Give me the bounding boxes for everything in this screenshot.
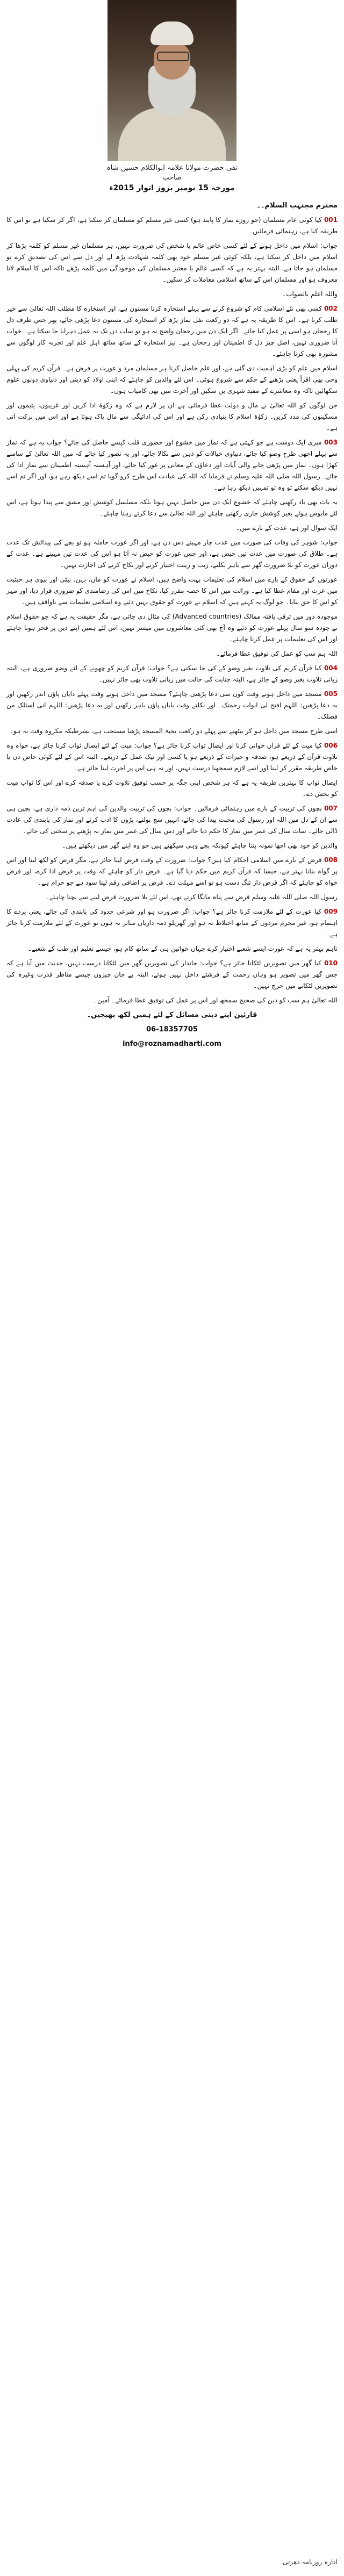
paragraph-text: ایصال ثواب کا بہترین طریقہ یہ ہے کہ ہر شخص اپنی جگہ پر حسب توفیق تلاوت کرے یا صدقہ کرے اور اس کا ثواب میت کو بخش دے۔ [6,779,338,798]
paragraph-text: واللہ اعلم بالصواب۔ [282,290,338,298]
question-number: 007 [324,805,338,812]
contact-phone: 06-18357705 [146,1025,198,1034]
question-number: 003 [324,439,338,446]
qa-paragraph [6,726,338,737]
paragraph-text: مسجد میں داخل ہوتے وقت کون سی دعا پڑھنی چاہئے؟ مسجد میں داخل ہوتے وقت پہلے دایاں پاؤں اندر رکھیں اور یہ دعا پڑھیں: اللہم افتح لی ابواب رحمتک۔ اور نکلتے وقت بایاں پاؤں باہر رکھیں اور یہ دعا پڑھیں: اللہم انی اسئلک من فضلک۔ [6,690,338,720]
paragraph-text: کیا قرآن کریم کی تلاوت بغیر وضو کے کی جا سکتی ہے؟ جواب: قرآن کریم کو چھونے کے لئے وضو ضروری ہے، البتہ زبانی تلاوت بغیر وضو کے جائز ہے، البتہ جنابت کی حالت میں زبانی تلاوت بھی جائز نہیں۔ [6,664,338,683]
paragraph-text: جواب: شوہر کی وفات کی صورت میں عدت چار مہینے دس دن ہے، اور اگر عورت حاملہ ہو تو بچے کی پیدائش تک عدت ہے۔ طلاق کی صورت میں عدت تین حیض ہے، اور جس عورت کو حیض نہ آتا ہو اس کی عدت تین مہینے ہے۔ عدت کے دوران عورت کو بلا ضرورت گھر سے باہر نکلنے، زیب و زینت اختیار کرنے اور نکاح کرنے کی اجازت نہیں۔ [6,539,338,569]
paragraph-text: ایک سوال اور ہے، عدت کے بارے میں۔ [236,524,338,532]
paragraph-text: اللہ ہم سب کو عمل کی توفیق عطا فرمائے۔ [216,650,338,657]
paragraph-text: رسول اللہ صلی اللہ علیہ وسلم قرض سے پناہ مانگا کرتے تھے، اس لئے بلا ضرورت قرض لینے سے بچنا چاہئے۔ [45,893,338,901]
paragraph-text: بچوں کی تربیت کے بارے میں رہنمائی فرمائیں۔ جواب: بچوں کی تربیت والدین کی اہم ترین ذمہ داری ہے، بچپن ہی سے ان کے دل میں اللہ اور رسول کی محبت پیدا کی جائے، انہیں سچ بولنے، بڑوں کا ادب کرنے اور نماز کی پابندی کی عادت ڈالی جائے۔ سات سال کی عمر میں نماز کا حکم دیا جائے اور دس سال کی عمر میں نماز نہ پڑھنے پر سختی کی جائے۔ [6,805,338,835]
qa-paragraph [6,663,338,685]
qa-paragraph [6,855,338,888]
salutation: محترم مجتہب السلام۔۔ [256,202,338,210]
qa-list [6,214,338,1006]
paragraph-text: عورتوں کے حقوق کے بارے میں اسلام کی تعلیمات بہت واضح ہیں، اسلام نے عورت کو ماں، بہن، بیٹی اور بیوی ہر حیثیت میں عزت اور مقام عطا کیا ہے۔ وراثت میں اس کا حصہ مقرر کیا، نکاح میں اس کی رضامندی کو ضروری قرار دیا، اور مہر کو اس کا حق بنایا۔ جو لوگ یہ کہتے ہیں کہ اسلام نے عورت کو حقوق نہیں دئیے وہ اسلامی تعلیمات سے ناواقف ہیں۔ [6,576,338,606]
question-number: 002 [324,305,338,312]
newspaper-footer: ادارہ روزنامہ دھرتی [283,2558,338,2566]
scholar-photo [108,0,236,161]
question-number: 001 [324,216,338,224]
photo-caption: تقی حضرت مولانا علامہ ابوالکلام حسین شاہ صاحب [106,164,238,182]
qa-paragraph [6,240,338,285]
paragraph-text: قرض کے بارے میں اسلامی احکام کیا ہیں؟ جواب: ضرورت کے وقت قرض لینا جائز ہے، مگر قرض کو لکھ لینا اور اس پر گواہ بنانا بہتر ہے، جیسا کہ قرآن کریم میں حکم دیا گیا ہے۔ قرض دار کو چاہئے کہ وقت پر قرض ادا کرے، اور قرض خواہ کو چاہئے کہ اگر قرض دار تنگ دست ہو تو اسے مہلت دے۔ قرض پر اضافی رقم لینا سود ہے جو حرام ہے۔ [6,856,338,886]
qa-paragraph [6,363,338,397]
qa-paragraph [6,522,338,534]
qa-paragraph [6,906,338,940]
paragraph-text: جواب: اسلام میں داخل ہونے کے لئے کسی خاص عالم یا شخص کی ضرورت نہیں، ہر مسلمان غیر مسلم کو کلمہ پڑھا کر اسلام میں داخل کر سکتا ہے، بلکہ کوئی غیر مسلم خود بھی کلمہ شہادت پڑھ لے اور دل سے اس کی تصدیق کرے تو مسلمان ہو جاتا ہے، البتہ بہتر یہ ہے کہ کسی عالم یا معتبر مسلمان کی موجودگی میں کلمہ پڑھے تاکہ اس کا اسلام لانا معروف ہو اور مسلمان اس کے ساتھ اسلامی معاملات کر سکیں۔ [6,242,338,283]
paragraph-text: کسی بھی نئے اسلامی کام کو شروع کرنے سے پہلے استخارہ کرنا مسنون ہے، اور استخارہ کا مطلب اللہ تعالیٰ سے خیر طلب کرنا ہے۔ اس کا طریقہ یہ ہے کہ دو رکعت نفل نماز پڑھ کر استخارہ کی مسنون دعا پڑھی جائے، پھر جس طرف دل کا رجحان ہو اسی پر عمل کیا جائے۔ اگر ایک دن میں رجحان واضح نہ ہو تو سات دن تک یہ عمل دہرایا جا سکتا ہے۔ خواب آنا ضروری نہیں، اصل چیز دل کا اطمینان اور رجحان ہے۔ نیز استخارہ کے ساتھ ساتھ اہل علم اور تجربہ کار لوگوں سے مشورہ بھی کرنا چاہئے۔ [6,305,338,357]
contact-email[interactable]: info@roznamadharti.com [122,1040,222,1048]
question-number: 010 [324,959,338,967]
qa-paragraph [6,400,338,434]
question-number: 009 [324,908,338,915]
paragraph-text: کیا گھر میں تصویریں لٹکانا جائز ہے؟ جواب: جاندار کی تصویریں گھر میں لٹکانا درست نہیں، حدیث میں آیا ہے کہ جس گھر میں تصویر ہو وہاں رحمت کے فرشتے داخل نہیں ہوتے، البتہ بے جان چیزوں جیسے مناظر قدرت وغیرہ کی تصویریں لٹکانے میں حرج نہیں۔ [6,959,338,989]
qa-paragraph [6,648,338,659]
question-number: 006 [324,742,338,749]
paragraph-text: میری ایک دوست ہے جو کہتی ہے کہ نماز میں خشوع اور حضوری قلب کیسے حاصل کی جائے؟ جواب یہ ہے کہ نماز سے پہلے اچھی طرح وضو کیا جائے، دنیاوی خیالات کو ذہن سے نکالا جائے، اور یہ تصور کیا جائے کہ میں اللہ تعالیٰ کے سامنے کھڑا ہوں۔ نماز میں پڑھی جانے والی آیات اور دعاؤں کے معانی پر غور کیا جائے، اور آہستہ آہستہ اطمینان سے نماز ادا کی جائے۔ رسول اللہ صلی اللہ علیہ وسلم نے فرمایا کہ اللہ کی عبادت اس طرح کرو گویا تم اسے دیکھ رہے ہو، اور اگر تم اسے نہیں دیکھ سکتے تو وہ تو تمہیں دیکھ رہا ہے۔ [6,439,338,491]
paragraph-text: کیا میت کے لئے قرآن خوانی کرنا اور ایصال ثواب کرنا جائز ہے؟ جواب: میت کے لئے ایصال ثواب کرنا جائز ہے، خواہ وہ تلاوت قرآن کے ذریعے ہو، صدقہ و خیرات کے ذریعے ہو یا کسی اور نیک عمل کے ذریعے۔ البتہ اس کے لئے کوئی خاص دن یا خاص طریقہ مقرر کر لینا اور اسے لازم سمجھنا درست نہیں، اور نہ ہی اس پر اجرت لینا جائز ہے۔ [6,742,338,772]
qa-paragraph [6,303,338,360]
paragraph-text: کیا کوئی عام مسلمان (جو روزے نماز کا پابند ہو) کسی غیر مسلم کو مسلمان کر سکتا ہے، اگر کر سکتا ہے تو اس کا طریقہ کیا ہے، رہنمائی فرمائیں۔ [6,216,338,235]
qa-paragraph [6,289,338,300]
qa-paragraph [6,803,338,837]
paragraph-text: جن لوگوں کو اللہ تعالیٰ نے مال و دولت عطا فرمائی ہے ان پر لازم ہے کہ وہ زکوٰۃ ادا کریں اور غریبوں، یتیموں اور مسکینوں کی مدد کریں۔ زکوٰۃ اسلام کا بنیادی رکن ہے اور اس کی ادائیگی سے مال پاک ہوتا ہے اور اس میں برکت آتی ہے۔ [6,401,338,432]
qa-paragraph [6,995,338,1006]
qa-paragraph [6,943,338,955]
contact-intro: قارئین اپنے دینی مسائل کے لئے ہمیں لکھ بھیجیں۔ [87,1011,257,1019]
question-number: 004 [324,664,338,672]
qa-paragraph [6,840,338,851]
qa-paragraph [6,214,338,237]
paragraph-text: اللہ تعالیٰ ہم سب کو دین کی صحیح سمجھ اور اس پر عمل کی توفیق عطا فرمائے۔ آمین۔ [94,996,338,1004]
paragraph-text: والدین کو خود بھی اچھا نمونہ بننا چاہئے کیونکہ بچے وہی سیکھتے ہیں جو وہ اپنے گھر میں دیکھتے ہیں۔ [62,842,338,849]
qa-paragraph [6,688,338,722]
article-body [6,200,338,1053]
question-number: 005 [324,690,338,698]
question-number: 008 [324,856,338,864]
paragraph-text: موجودہ دور میں ترقی یافتہ ممالک (Advanced countries) کی مثال دی جاتی ہے، مگر حقیقت یہ ہے کہ جو حقوق اسلام نے چودہ سو سال پہلے عورت کو دئیے وہ آج بھی کئی معاشروں میں میسر نہیں، اس لئے ہمیں اپنے دین پر فخر ہونا چاہئے اور اس کی تعلیمات پر عمل کرنا چاہئے۔ [6,613,338,643]
paragraph-text: اسلام میں علم کو بڑی اہمیت دی گئی ہے، اور علم حاصل کرنا ہر مسلمان مرد و عورت پر فرض ہے۔ قرآن کریم کی پہلی وحی بھی اقرأ یعنی پڑھنے کے حکم سے شروع ہوئی۔ اس لئے والدین کو چاہئے کہ اپنی اولاد کو دینی اور دنیاوی دونوں علوم سکھائیں تاکہ وہ معاشرے کے مفید شہری بن سکیں اور آخرت میں بھی کامیاب ہوں۔ [6,364,338,394]
qa-paragraph [6,777,338,800]
qa-paragraph [6,740,338,774]
qa-paragraph [6,574,338,608]
qa-paragraph [6,497,338,519]
publication-date: مورخہ 15 نومبر بروز اتوار 2015ء [109,184,235,192]
qa-paragraph [6,958,338,992]
qa-paragraph [6,892,338,903]
qa-paragraph [6,611,338,645]
qa-paragraph [6,437,338,493]
paragraph-text: یہ بات بھی یاد رکھنی چاہئے کہ خشوع ایک دن میں حاصل نہیں ہوتا بلکہ مسلسل کوشش اور مشق سے پیدا ہوتا ہے، اس لئے مایوس ہوئے بغیر کوشش جاری رکھنی چاہئے اور اللہ تعالیٰ سے دعا کرتے رہنا چاہئے۔ [6,498,338,517]
qa-paragraph [6,537,338,571]
paragraph-text: کیا عورت کے لئے ملازمت کرنا جائز ہے؟ جواب: اگر ضرورت ہو اور شرعی حدود کی پابندی کی جائے، یعنی پردے کا اہتمام ہو، غیر محرم مردوں کے ساتھ اختلاط نہ ہو اور گھریلو ذمہ داریاں متاثر نہ ہوں تو عورت کے لئے ملازمت کرنا جائز ہے۔ [6,908,338,938]
paragraph-text: تاہم بہتر یہ ہے کہ عورت ایسے شعبے اختیار کرے جہاں خواتین ہی کے ساتھ کام ہو، جیسے تعلیم اور طب کے شعبے۔ [27,945,338,952]
paragraph-text: اسی طرح مسجد میں داخل ہو کر بیٹھنے سے پہلے دو رکعت تحیۃ المسجد پڑھنا مستحب ہے، بشرطیکہ مکروہ وقت نہ ہو۔ [9,727,338,735]
